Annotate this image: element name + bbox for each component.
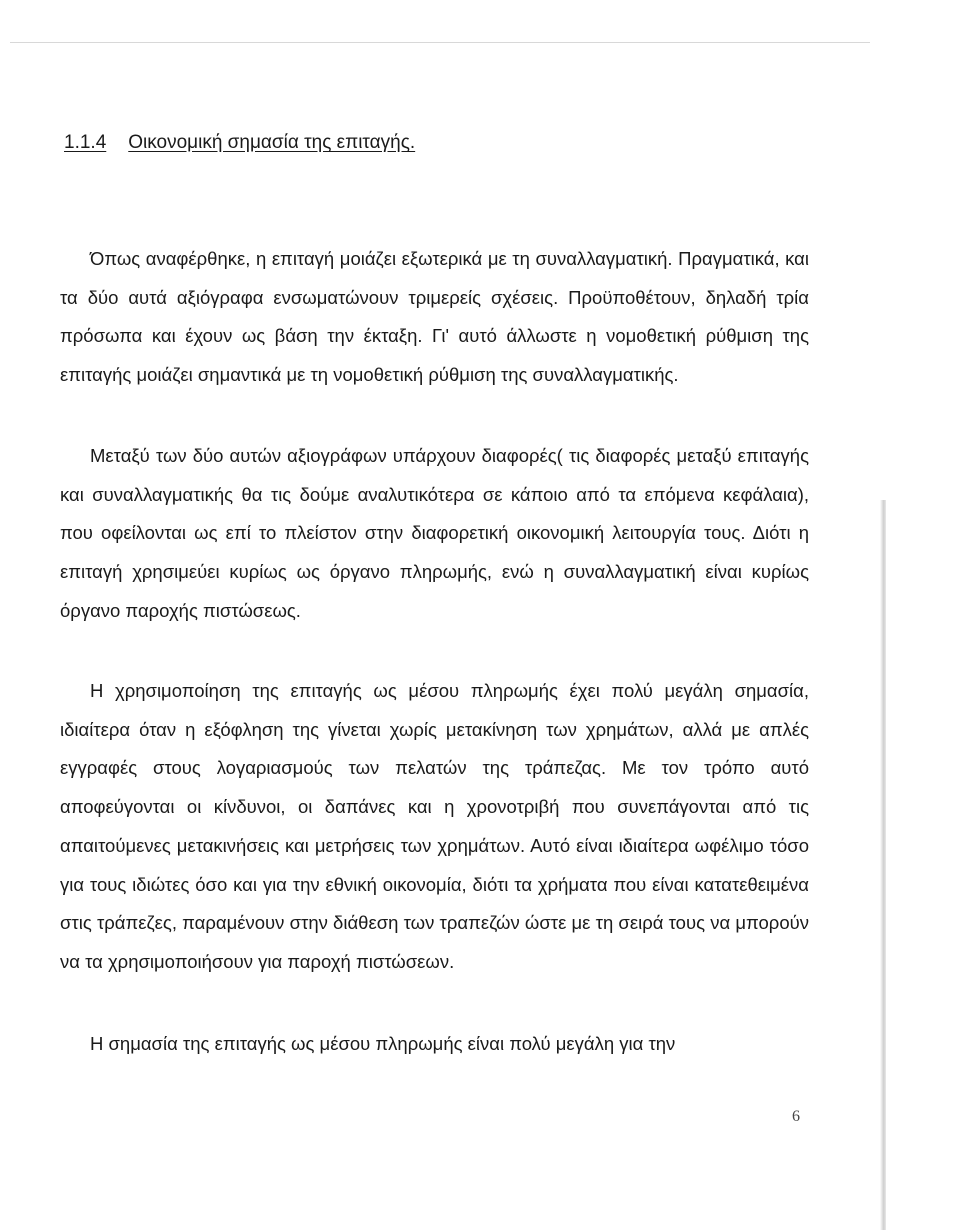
paragraph-text: Η σημασία της επιταγής ως μέσου πληρωμής είναι πολύ μεγάλη για την — [90, 1033, 676, 1054]
scan-edge-shadow — [880, 500, 886, 1230]
paragraph-2 — [60, 437, 809, 631]
page-number: 6 — [792, 1108, 800, 1125]
paragraph-1 — [60, 240, 809, 395]
paragraph-4 — [60, 1025, 809, 1064]
section-heading — [64, 132, 415, 154]
paragraph-text: Όπως αναφέρθηκε, η επιταγή μοιάζει εξωτερικά με τη συναλλαγματική. Πραγματικά, και τα δύο αυτά αξιόγραφα ενσωματώνουν τριμερείς σχέσεις. Προϋποθέτουν, δηλαδή τρία πρόσωπα και έχουν ως βάση την έκταξη. Γι' αυτό άλλωστε η νομοθετική ρύθμιση της επιταγής μοιάζει σημαντικά με τη νομοθετική ρύθμιση της συναλλαγματικής. — [60, 248, 809, 386]
section-number: 1.1.4 — [64, 132, 107, 153]
paragraph-text: Η χρησιμοποίηση της επιταγής ως μέσου πληρωμής έχει πολύ μεγάλη σημασία, ιδιαίτερα όταν η εξόφληση της γίνεται χωρίς μετακίνηση των χρημάτων, αλλά με απλές εγγραφές στους λογαριασμούς των πελατών της τράπεζας. Με τον τρόπο αυτό αποφεύγονται οι κίνδυνοι, οι δαπάνες και η χρονοτριβή που συνεπάγονται από τις απαιτούμενες μετακινήσεις και μετρήσεις των χρημάτων. Αυτό είναι ιδιαίτερα ωφέλιμο τόσο για τους ιδιώτες όσο και για την εθνική οικονομία, διότι τα χρήματα που είναι κατατεθειμένα στις τράπεζες, παραμένουν στην διάθεση των τραπεζών ώστε με τη σειρά τους να μπορούν να τα χρησιμοποιήσουν για παροχή πιστώσεων. — [60, 680, 809, 972]
section-title: Οικονομική σημασία της επιταγής. — [128, 132, 416, 153]
top-rule — [10, 42, 870, 43]
paragraph-text: Μεταξύ των δύο αυτών αξιογράφων υπάρχουν διαφορές( τις διαφορές μεταξύ επιταγής και συναλλαγματικής θα τις δούμε αναλυτικότερα σε κάποιο από τα επόμενα κεφάλαια), που οφείλονται ως επί το πλείστον στην διαφορετική οικονομική λειτουργία τους. Διότι η επιταγή χρησιμεύει κυρίως ως όργανο πληρωμής, ενώ η συναλλαγματική είναι κυρίως όργανο παροχής πιστώσεως. — [60, 445, 809, 621]
paragraph-3 — [60, 672, 809, 982]
